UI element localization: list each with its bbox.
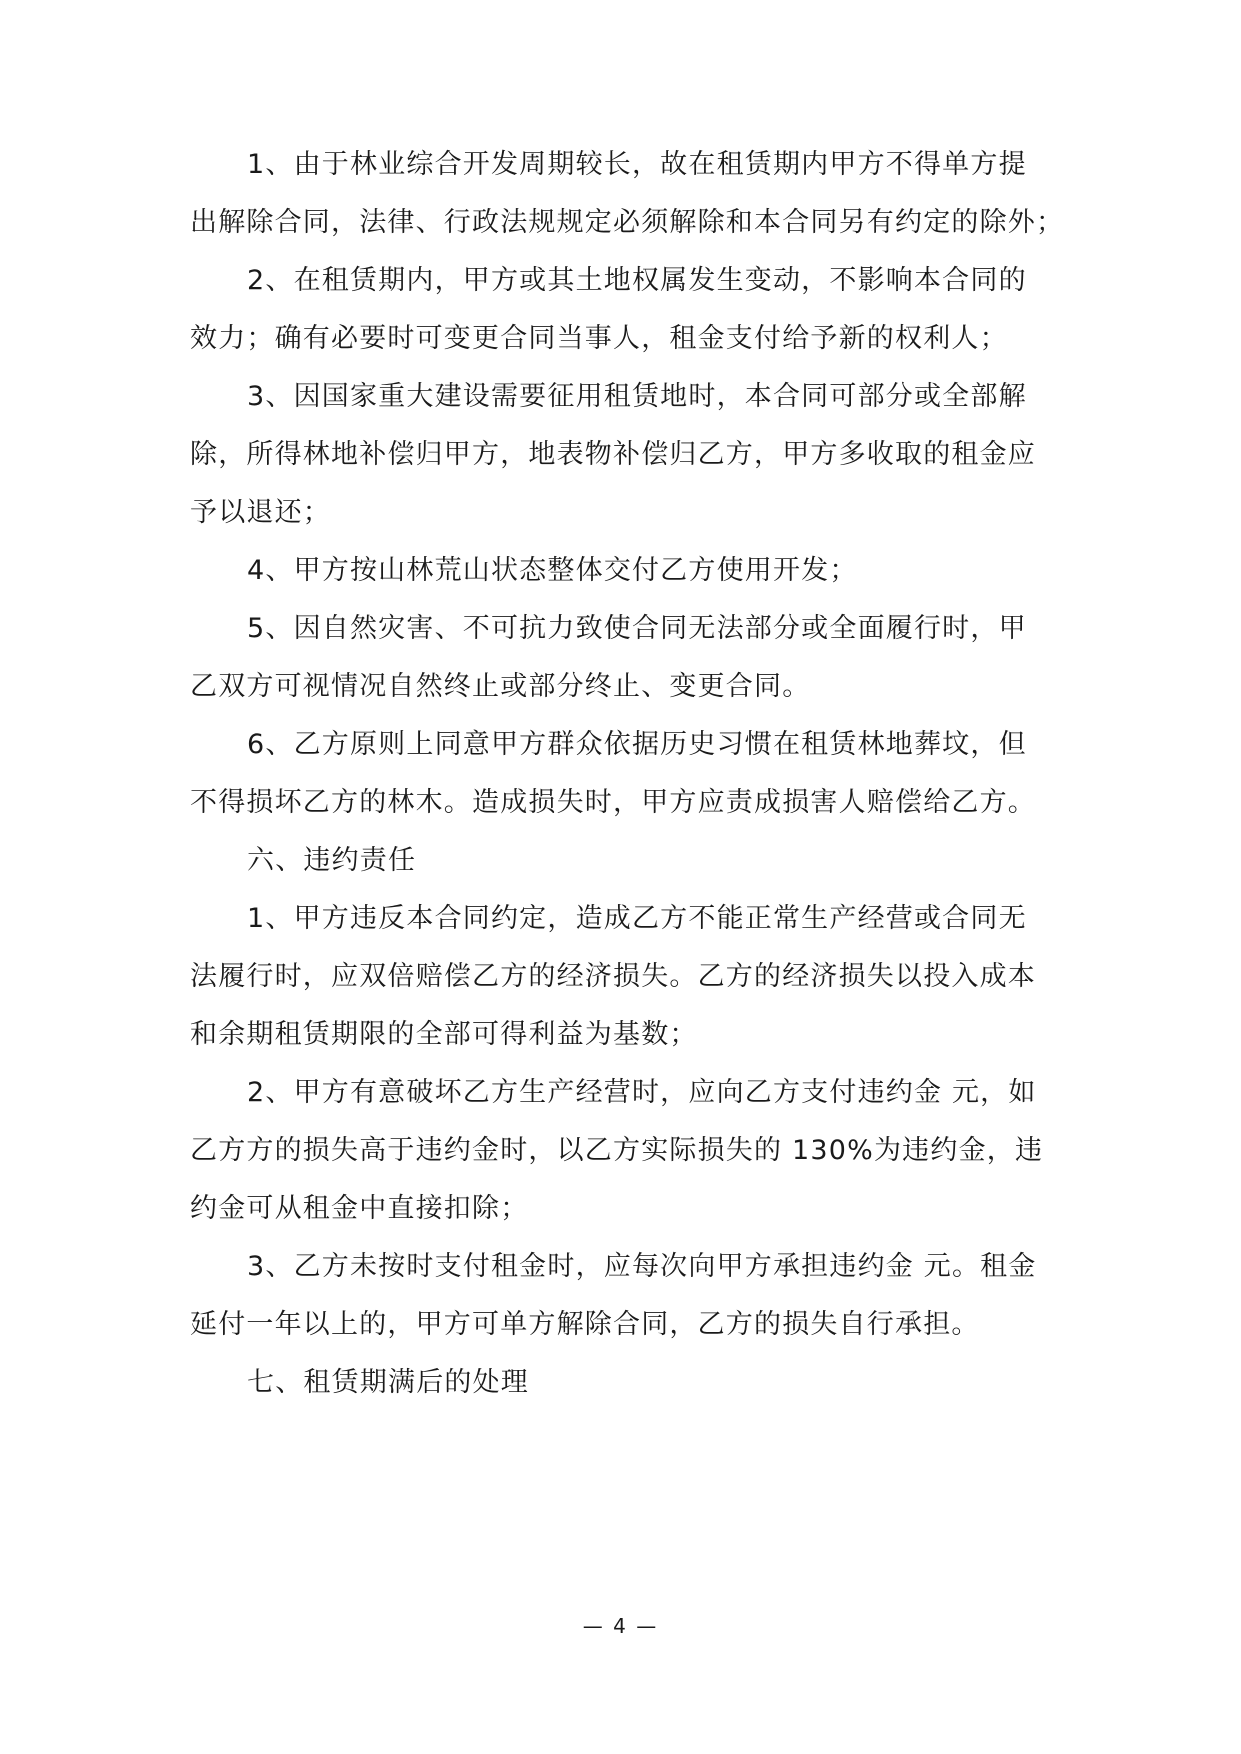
text-line: 2、甲方有意破坏乙方生产经营时，应向乙方支付违约金 元，如: [247, 1077, 1037, 1108]
text-line: 效力；确有必要时可变更合同当事人，租金支付给予新的权利人；: [190, 323, 1008, 354]
text-line: 和余期租赁期限的全部可得利益为基数；: [190, 1019, 698, 1050]
text-line: 1、甲方违反本合同约定，造成乙方不能正常生产经营或合同无: [247, 903, 1027, 934]
text-line: 乙方方的损失高于违约金时，以乙方实际损失的 130%为违约金，违: [190, 1135, 1044, 1166]
text-line: 不得损坏乙方的林木。造成损失时，甲方应责成损害人赔偿给乙方。: [190, 787, 1036, 818]
page-number: — 4 —: [582, 1614, 659, 1638]
text-line: 予以退还；: [190, 497, 331, 528]
text-line: 除，所得林地补偿归甲方，地表物补偿归乙方，甲方多收取的租金应: [190, 439, 1036, 470]
text-line: 2、在租赁期内，甲方或其土地权属发生变动，不影响本合同的: [247, 265, 1027, 296]
text-line: 6、乙方原则上同意甲方群众依据历史习惯在租赁林地葬坟，但: [247, 729, 1027, 760]
text-line: 出解除合同，法律、行政法规规定必须解除和本合同另有约定的除外；: [190, 207, 1065, 238]
section-heading: 七、租赁期满后的处理: [247, 1367, 529, 1398]
text-line: 1、由于林业综合开发周期较长，故在租赁期内甲方不得单方提: [247, 149, 1027, 180]
text-line: 5、因自然灾害、不可抗力致使合同无法部分或全面履行时，甲: [247, 613, 1027, 644]
text-line: 3、乙方未按时支付租金时，应每次向甲方承担违约金 元。租金: [247, 1251, 1037, 1282]
text-line: 3、因国家重大建设需要征用租赁地时，本合同可部分或全部解: [247, 381, 1027, 412]
text-line: 乙双方可视情况自然终止或部分终止、变更合同。: [190, 671, 811, 702]
section-heading: 六、违约责任: [247, 845, 417, 876]
text-line: 法履行时，应双倍赔偿乙方的经济损失。乙方的经济损失以投入成本: [190, 961, 1036, 992]
text-line: 约金可从租金中直接扣除；: [190, 1193, 529, 1224]
text-line: 4、甲方按山林荒山状态整体交付乙方使用开发；: [247, 555, 858, 586]
text-line: 延付一年以上的，甲方可单方解除合同，乙方的损失自行承担。: [190, 1309, 980, 1340]
